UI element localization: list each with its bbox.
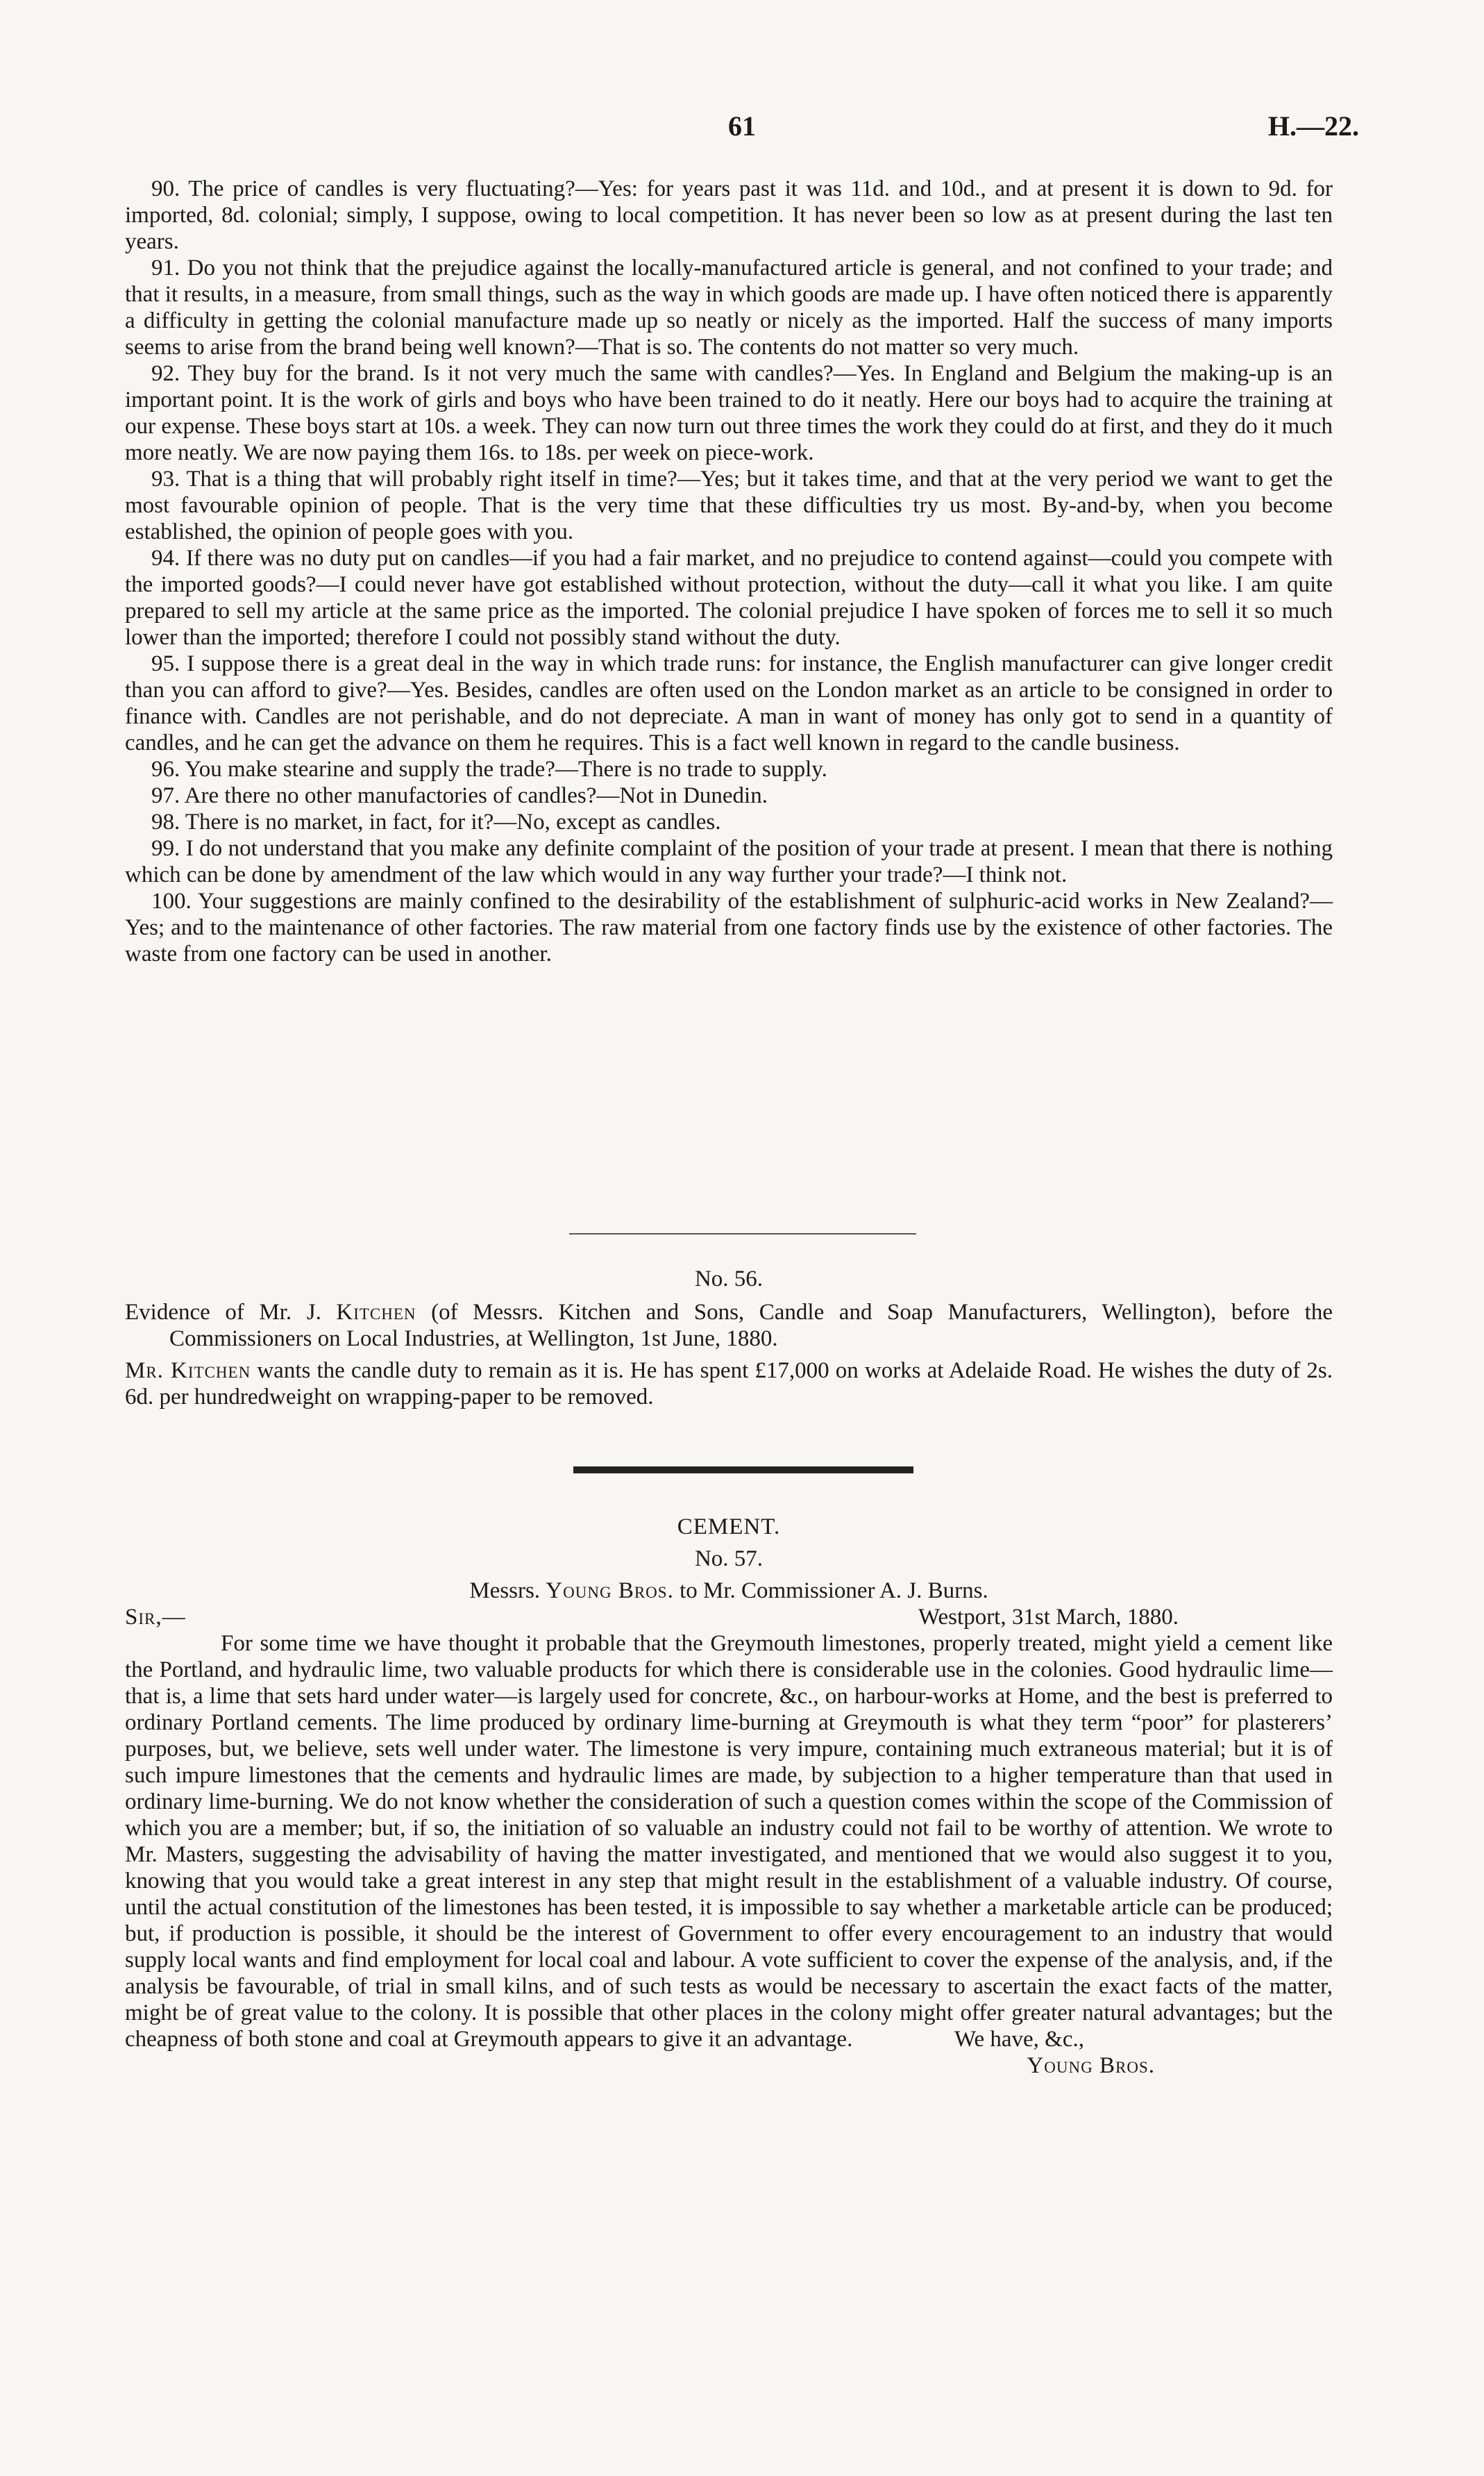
question-90: 90. The price of candles is very fluctuating?—Yes: for years past it was 11d. and 10d., and at present it is down to 9d. for imported, 8d. colonial; simply, I suppose, owing to local competition. It has never been so low as at present during the last ten years. — [125, 176, 1333, 254]
evidence-suffix: (of Messrs. Kitchen and Sons, Candle and Soap Manufacturers, Wellington), before the Commissioners on Local Industries, at Wellington, 1st June, 1880. — [169, 1300, 1333, 1351]
salutation-row — [125, 1604, 1333, 1630]
letter-number: No. 57. — [694, 1546, 764, 1571]
letter-place-date: Westport, 31st March, 1880. — [918, 1605, 1179, 1630]
page-header — [125, 110, 1359, 151]
question-96: 96. You make stearine and supply the trade?—There is no trade to supply. — [151, 757, 827, 782]
letter-signature: Young Bros. — [1027, 2053, 1155, 2078]
evidence-prefix: Evidence of Mr. J. — [125, 1300, 337, 1325]
section-heading: CEMENT. — [677, 1514, 781, 1539]
question-91: 91. Do you not think that the prejudice against the locally-manufactured article is general, and not confined to your trade; and that it results, in a measure, from small things, such as the way in which goods are made up. I have often noticed there is apparently a difficulty in getting the colonial manufacture made up so neatly or nicely as the imported. Half the success of many imports seems to arise from the brand being well known?—That is so. The contents do not matter so very much. — [125, 256, 1333, 360]
summary-witness: Mr. Kitchen — [125, 1358, 251, 1383]
heavy-divider — [573, 1466, 913, 1473]
signature-row — [125, 2052, 1333, 2079]
summary-text: wants the candle duty to remain as it is. He has spent £17,000 on works at Adelaide Road. He wishes the duty of 2s. 6d. per hundredweight on wrapping-paper to be removed. — [125, 1358, 1333, 1410]
letter-title-prefix: Messrs. — [469, 1578, 546, 1603]
question-97: 97. Are there no other manufactories of candles?—Not in Dunedin. — [151, 783, 768, 808]
salutation: Sir,— — [125, 1605, 186, 1630]
document-reference: H.—22. — [1267, 110, 1359, 142]
question-100: 100. Your suggestions are mainly confined to the desirability of the establishment of sulphuric-acid works in New Zealand?—Yes; and to the maintenance of other factories. The raw material from one factory finds use by the existence of other factories. The waste from one factory can be used in another. — [125, 889, 1333, 967]
letter-body: For some time we have thought it probable that the Greymouth limestones, properly treated, might yield a cement like the Portland, and hydraulic lime, two valuable products for which there is considerable use in the colonies. Good hydraulic lime—that is, a lime that sets hard under water—is largely used for concrete, &c., on harbour-works at Home, and the best is preferred to ordinary Portland cements. The lime produced by ordinary lime-burning at Greymouth is what they term “poor” for plasterers’ purposes, but, we believe, sets well under water. The limestone is very impure, containing much extraneous material; but it is of such impure limestones that the cements and hydraulic limes are made, by subjection to a higher temperature than that used in ordinary lime-burning. We do not know whether the consideration of such a question comes within the scope of the Commission of which you are a member; but, if so, the initiation of so valuable an industry could not fail to be worthy of attention. We wrote to Mr. Masters, suggesting the advisability of having the matter investigated, and mentioned that we would also suggest it to you, knowing that you would take a great interest in any step that might result in the establishment of a valuable industry. Of course, until the actual constitution of the limestones has been tested, it is impossible to say whether a marketable article can be produced; but, if production is possible, it should be the interest of Government to offer every encouragement to an industry that would supply local wants and find employment for local coal and labour. A vote sufficient to cover the expense of the analysis, and, if the analysis be favourable, of trial in small kilns, and of such tests as would be necessary to ascertain the exact facts of the matter, might be of great value to the colony. It is possible that other places in the colony might offer greater natural advantages; but the cheapness of both stone and coal at Greymouth appears to give it an advantage. — [125, 1631, 1333, 2052]
page-number: 61 — [728, 110, 756, 142]
question-93: 93. That is a thing that will probably right itself in time?—Yes; but it takes time, and that at the very period we want to get the most favourable opinion of people. That is the very time that these difficulties try us most. By-and-by, when you become established, the opinion of people goes with you. — [125, 467, 1333, 544]
section-no-56 — [125, 1266, 1333, 1410]
question-92: 92. They buy for the brand. Is it not very much the same with candles?—Yes. In England and Belgium the making-up is an important point. It is the work of girls and boys who have been trained to do it neatly. Here our boys had to acquire the training at our expense. These boys start at 10s. a week. They can now turn out three times the work they could do at first, and they do it much more neatly. We are now paying them 16s. to 18s. per week on piece-work. — [125, 361, 1333, 465]
letter-sender: Young Bros. — [546, 1578, 674, 1603]
witness-name: Kitchen — [336, 1300, 416, 1325]
question-95: 95. I suppose there is a great deal in the way in which trade runs: for instance, the English manufacturer can give longer credit than you can afford to give?—Yes. Besides, candles are often used on the London market as an article to be consigned in order to finance with. Candles are not perishable, and do not depreciate. A man in want of money has only got to send in a quantity of candles, and he can get the advance on them he requires. This is a fact well known in regard to the candle business. — [125, 651, 1333, 755]
evidence-heading — [125, 1299, 1333, 1352]
signoff-row — [125, 2026, 1333, 2052]
question-99: 99. I do not understand that you make any definite complaint of the position of your trade at present. I mean that there is nothing which can be done by amendment of the law which would in any way further your trade?—I think not. — [125, 836, 1333, 887]
question-94: 94. If there was no duty put on candles—if you had a fair market, and no prejudice to contend against—could you compete with the imported goods?—I could never have got established without protection, without the duty—call it what you like. I am quite prepared to sell my article at the same price as the imported. The colonial prejudice I have spoken of forces me to sell it so much lower than the imported; therefore I could not possibly stand without the duty. — [125, 546, 1333, 650]
question-98: 98. There is no market, in fact, for it?—No, except as candles. — [151, 810, 721, 835]
letter-title-suffix: to Mr. Commissioner A. J. Burns. — [673, 1578, 988, 1603]
evidence-summary — [125, 1357, 1333, 1410]
letter-signoff: We have, &c., — [954, 2027, 1084, 2052]
cement-section — [125, 1514, 1333, 2079]
section-number: No. 56. — [694, 1266, 764, 1291]
evidence-questions — [125, 176, 1333, 967]
section-divider — [569, 1233, 916, 1235]
letter-title — [125, 1578, 1333, 1604]
